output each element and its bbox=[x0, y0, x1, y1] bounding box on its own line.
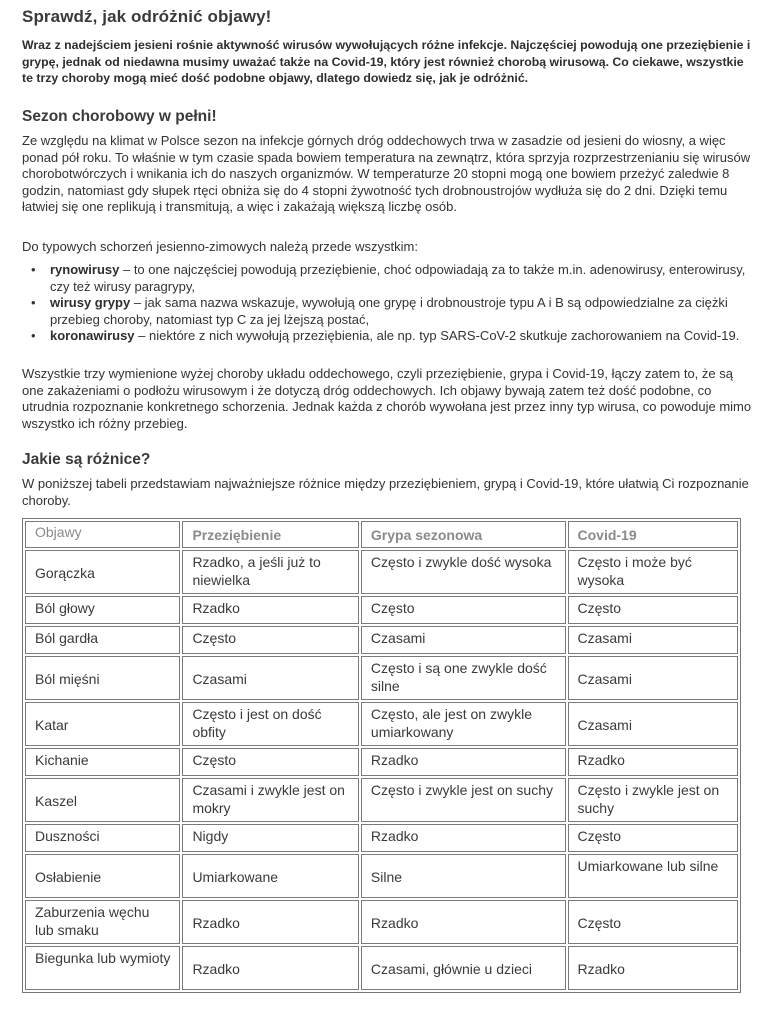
covid-cell: Często bbox=[568, 900, 739, 944]
covid-cell: Często i zwykle jest on suchy bbox=[568, 778, 739, 822]
table-row bbox=[25, 824, 738, 852]
list-item-text: – jak sama nazwa wskazuje, wywołują one grypę i drobnoustroje typu A i B są odpowiedzialne za ciężki przebieg choroby, natomiast typ C za jej lżejszą postać, bbox=[50, 295, 728, 327]
season-paragraph: Ze względu na klimat w Polsce sezon na infekcje górnych dróg oddechowych trwa w zasadzie od jesieni do wiosny, a więc ponad pół roku. To właśnie w tym czasie spada bowiem temperatura na zewnątrz, która sprzyja rozprzestrzenianiu się wirusów chorobotwórczych i wnikania ich do naszych organizmów. W temperaturze 20 stopni mogą one bowiem przeżyć zaledwie 8 godzin, natomiast gdy słupek rtęci obniża się do 4 stopni żywotność tych drobnoustrojów wydłuża się do 2 dni. Dzięki temu łatwiej się one replikują i transmitują, a więc i zakażają większą liczbę osób. bbox=[22, 133, 751, 214]
list-item-text: – to one najczęściej powodują przeziębienie, choć odpowiadają za to także m.in. adenowirusy, enterowirusy, czy też wirusy paragrypy, bbox=[50, 262, 746, 294]
lead-paragraph: Wraz z nadejściem jesieni rośnie aktywność wirusów wywołujących różne infekcje. Najczęściej powodują one przeziębienie i grypę, jednak od niedawna musimy uważać także na Covid-19, który jest również chorobą wirusową. Co ciekawe, wszystkie te trzy choroby mogą mieć dość podobne objawy, dlatego dowiedz się, jak je odróżnić. bbox=[22, 38, 751, 85]
cold-cell: Umiarkowane bbox=[182, 854, 358, 898]
cold-cell: Rzadko bbox=[182, 946, 358, 990]
cold-cell: Rzadko bbox=[182, 596, 358, 624]
covid-cell: Czasami bbox=[568, 626, 739, 654]
section-heading-differences: Jakie są różnice? bbox=[22, 451, 151, 468]
table-row bbox=[25, 626, 738, 654]
table-row bbox=[25, 900, 738, 944]
cold-cell: Czasami bbox=[182, 656, 358, 700]
table-header-row bbox=[25, 521, 738, 548]
covid-cell: Często i może być wysoka bbox=[568, 550, 739, 594]
cold-cell: Często bbox=[182, 748, 358, 776]
flu-cell: Często bbox=[361, 596, 566, 624]
cold-cell: Często bbox=[182, 626, 358, 654]
table-row bbox=[25, 748, 738, 776]
symptom-cell: Osłabienie bbox=[25, 854, 180, 898]
list-item bbox=[22, 328, 757, 345]
flu-cell: Często, ale jest on zwykle umiarkowany bbox=[361, 702, 566, 746]
symptom-cell: Biegunka lub wymioty bbox=[25, 946, 180, 990]
symptoms-table bbox=[22, 518, 741, 993]
covid-cell: Często bbox=[568, 824, 739, 852]
covid-cell: Umiarkowane lub silne bbox=[568, 854, 739, 898]
list-item-term: koronawirusy bbox=[50, 328, 135, 343]
symptom-cell: Kichanie bbox=[25, 748, 180, 776]
section-heading-season: Sezon chorobowy w pełni! bbox=[22, 108, 217, 125]
symptom-cell: Kaszel bbox=[25, 778, 180, 822]
symptom-cell: Ból głowy bbox=[25, 596, 180, 624]
list-item-text: – niektóre z nich wywołują przeziębienia, ale np. typ SARS-CoV-2 skutkuje zachorowaniem na Covid-19. bbox=[134, 328, 740, 343]
symptom-cell: Ból gardła bbox=[25, 626, 180, 654]
table-row bbox=[25, 946, 738, 990]
bullet-icon: • bbox=[31, 328, 36, 343]
symptom-cell: Ból mięśni bbox=[25, 656, 180, 700]
flu-cell: Czasami, głównie u dzieci bbox=[361, 946, 566, 990]
symptom-cell: Duszności bbox=[25, 824, 180, 852]
cold-cell: Rzadko bbox=[182, 900, 358, 944]
list-item bbox=[22, 262, 757, 295]
symptom-cell: Katar bbox=[25, 702, 180, 746]
flu-cell: Często i zwykle jest on suchy bbox=[361, 778, 566, 822]
virus-list bbox=[22, 262, 757, 345]
differences-paragraph: W poniższej tabeli przedstawiam najważniejsze różnice między przeziębieniem, grypą i Covid-19, które ułatwią Ci rozpoznanie choroby. bbox=[22, 476, 749, 508]
list-intro: Do typowych schorzeń jesienno-zimowych należą przede wszystkim: bbox=[22, 239, 418, 254]
flu-cell: Rzadko bbox=[361, 900, 566, 944]
covid-cell: Rzadko bbox=[568, 748, 739, 776]
flu-cell: Czasami bbox=[361, 626, 566, 654]
covid-cell: Czasami bbox=[568, 656, 739, 700]
page-title: Sprawdź, jak odróżnić objawy! bbox=[22, 7, 272, 26]
symptom-cell: Zaburzenia węchu lub smaku bbox=[25, 900, 180, 944]
table-row bbox=[25, 778, 738, 822]
header-covid: Covid-19 bbox=[568, 521, 739, 548]
flu-cell: Często i zwykle dość wysoka bbox=[361, 550, 566, 594]
cold-cell: Czasami i zwykle jest on mokry bbox=[182, 778, 358, 822]
flu-cell: Rzadko bbox=[361, 748, 566, 776]
table-row bbox=[25, 656, 738, 700]
covid-cell: Czasami bbox=[568, 702, 739, 746]
list-item-term: wirusy grypy bbox=[50, 295, 131, 310]
bullet-icon: • bbox=[31, 262, 36, 277]
cold-cell: Nigdy bbox=[182, 824, 358, 852]
header-flu: Grypa sezonowa bbox=[361, 521, 566, 548]
flu-cell: Często i są one zwykle dość silne bbox=[361, 656, 566, 700]
covid-cell: Rzadko bbox=[568, 946, 739, 990]
list-item-term: rynowirusy bbox=[50, 262, 120, 277]
symptom-cell: Gorączka bbox=[25, 550, 180, 594]
list-item bbox=[22, 295, 757, 328]
header-cold: Przeziębienie bbox=[182, 521, 358, 548]
covid-cell: Często bbox=[568, 596, 739, 624]
flu-cell: Silne bbox=[361, 854, 566, 898]
closing-paragraph: Wszystkie trzy wymienione wyżej choroby układu oddechowego, czyli przeziębienie, grypa i Covid-19, łączy zatem to, że są one zakażeniami o podłożu wirusowym i że dotyczą dróg oddechowych. Ich objawy bywają zatem też dość podobne, co utrudnia rozpoznanie konkretnego schorzenia. Jednak każda z chorób wywołana jest przez inny typ wirusa, co powoduje mimo wszystko ich różny przebieg. bbox=[22, 366, 752, 431]
cold-cell: Rzadko, a jeśli już to niewielka bbox=[182, 550, 358, 594]
table-row bbox=[25, 596, 738, 624]
bullet-icon: • bbox=[31, 295, 36, 310]
cold-cell: Często i jest on dość obfity bbox=[182, 702, 358, 746]
header-symptoms: Objawy bbox=[25, 521, 180, 548]
table-row bbox=[25, 550, 738, 594]
table-row bbox=[25, 854, 738, 898]
flu-cell: Rzadko bbox=[361, 824, 566, 852]
table-row bbox=[25, 702, 738, 746]
